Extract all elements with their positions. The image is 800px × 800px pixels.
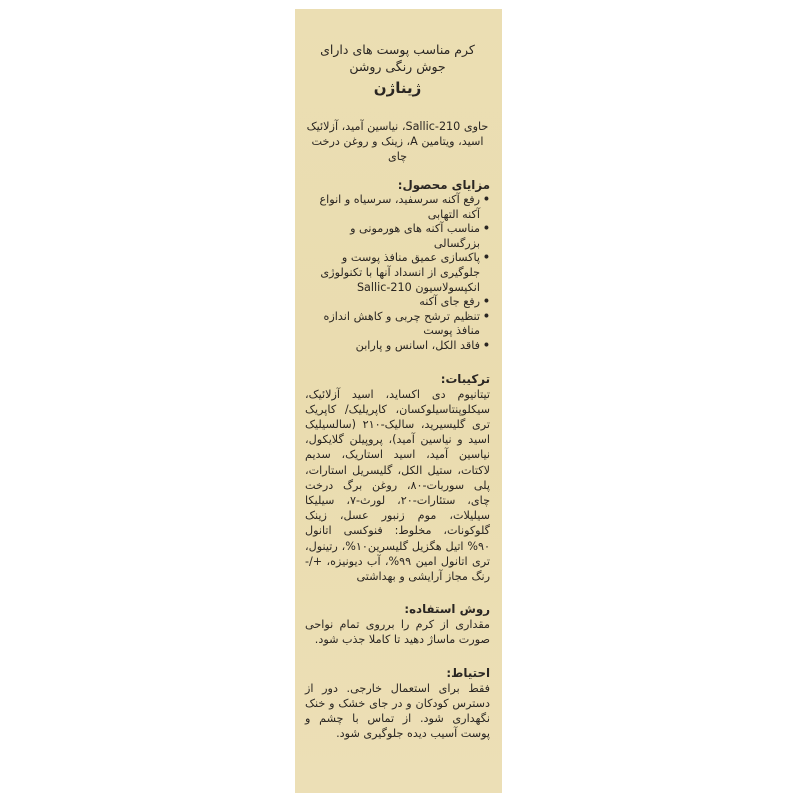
usage-heading: روش استفاده: [404, 602, 490, 617]
feature-item: • فاقد الکل، اسانس و پارابن [305, 339, 490, 354]
features-section [305, 178, 490, 354]
ingredients-heading: ترکیبات: [440, 371, 490, 386]
feature-item: • پاکسازی عمیق منافذ پوست و جلوگیری از انسداد آنها با تکنولوژی انکپسولاسیون Sallic-210 [305, 251, 490, 295]
caution-text: فقط برای استعمال خارجی. دور از دسترس کودکان و در جای خشک و خنک نگهداری شود. از تماس با چشم و پوست آسیب دیده جلوگیری شود. [305, 681, 490, 741]
feature-item: • رفع آکنه سرسفید، سرسیاه و انواع آکنه التهابی [305, 193, 490, 222]
caution-heading: احتیاط: [446, 665, 490, 680]
features-heading: مزایای محصول: [397, 178, 490, 192]
ingredients-section [305, 372, 490, 585]
product-title: کرم مناسب پوست های دارای جوش رنگی روشن [320, 42, 475, 74]
feature-item: • رفع جای آکنه [305, 295, 490, 310]
usage-text: مقداری از کرم را برروی تمام نواحی صورت ماساژ دهید تا کاملا جذب شود. [305, 618, 490, 647]
product-label-panel [295, 9, 502, 793]
feature-item: • مناسب آکنه های هورمونی و بزرگسالی [305, 222, 490, 251]
intro-text: حاوی Sallic-210، نیاسین آمید، آزلائیک اسید، ویتامین A، زینک و روغن درخت چای [306, 120, 489, 163]
caution-section [305, 666, 490, 742]
feature-item: • تنظیم ترشح چربی و کاهش اندازه منافذ پوست [305, 310, 490, 339]
brand-name: ژیناژن [373, 79, 422, 97]
ingredients-text: تیتانیوم دی اکساید، اسید آزلائیک، سیکلوپنتاسیلوکسان، کاپریلیک/ کاپریک تری گلیسیرید، سالیک-۲۱۰ (سالسیلیک اسید و نیاسین آمید)، پروپیلن گلایکول، نیاسین آمید، اسید استاریک، سدیم لاکتات، ستیل الکل، گلیسریل استارات، پلی سوربات-۸۰، روغن برگ درخت چای، ستئارات-۲۰، لورث-۷، سیلیکا سیلیلات، موم زنبور عسل، زینک گلوکونات، مخلوط: فنوکسی اتانول ۹۰% اتیل هگزیل گلیسرین۱۰%، رتینول، تری اتانول امین ۹۹%، آب دیونیزه، +/- رنگ مجاز آرایشی و بهداشتی [305, 387, 490, 583]
features-list [305, 193, 490, 354]
usage-section [305, 602, 490, 647]
